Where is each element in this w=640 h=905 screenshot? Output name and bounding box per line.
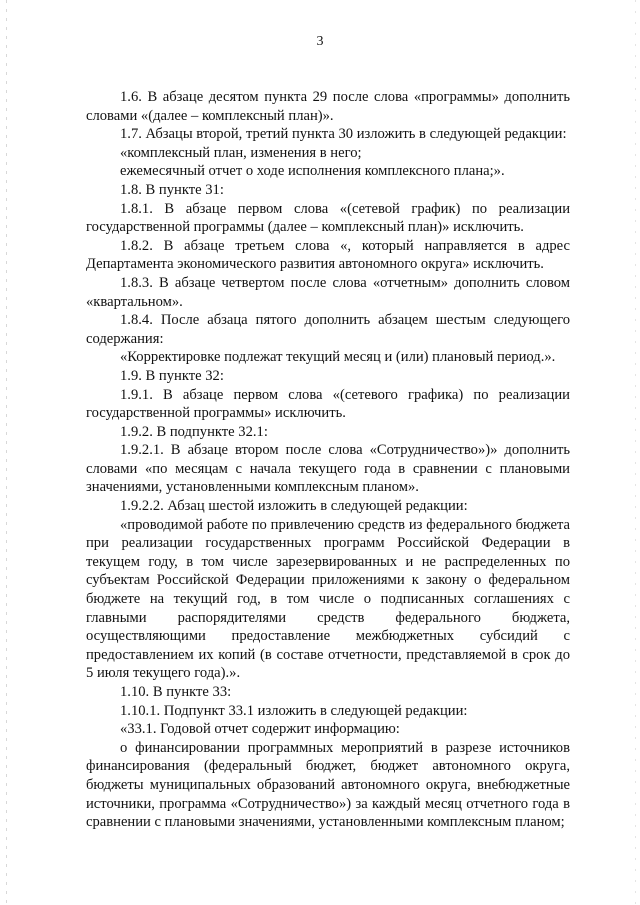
paragraph-quote-report: ежемесячный отчет о ходе исполнения комплексного плана;». (120, 163, 505, 180)
paragraph-1-8: 1.8. В пункте 31: (120, 181, 224, 198)
paragraph-1-8-1: 1.8.1. В абзаце первом слова «(сетевой график) по реализации государственной программы (далее – комплексный план)» исключить. (86, 200, 570, 236)
paragraph-1-8-4: 1.8.4. После абзаца пятого дополнить абзацем шестым следующего содержания: (86, 312, 570, 347)
paragraph-1-9: 1.9. В пункте 32: (120, 367, 224, 384)
paragraph-quote-33-1: «33.1. Годовой отчет содержит информацию: (120, 721, 400, 738)
page-number: 3 (316, 34, 324, 49)
paragraph-1-10-1: 1.10.1. Подпункт 33.1 изложить в следующей редакции: (120, 702, 468, 719)
paragraph-1-10: 1.10. В пункте 33: (120, 684, 232, 700)
document-body (86, 88, 570, 832)
paragraph-quote-federal-funds: «проводимой работе по привлечению средств из федерального бюджета при реализации государственных программ Российской Федерации в текущем году, в том числе зарезервированных и не распределенных по субъектам Российской Федерации приложениями к закону о федеральном бюджете на текущий год, в том числе о подписанных соглашениях с главными распорядителями средств федерального бюджета, осуществляющими предоставление межбюджетных субсидий с предоставлением их копий (в составе отчетности, представляемой в срок до 5 июля текущего года).». (86, 516, 570, 682)
scan-edge-right (635, 0, 636, 905)
paragraph-financing: о финансировании программных мероприятий в разрезе источников финансирования (федеральный бюджет, бюджет автономного округа, бюджеты муниципальных образований автономного округа, внебюджетные источники, программа «Сотрудничество») за каждый месяц отчетного года в сравнении с плановыми значениями, установленными комплексным планом; (86, 739, 570, 831)
paragraph-1-7: 1.7. Абзацы второй, третий пункта 30 изложить в следующей редакции: (120, 126, 567, 143)
paragraph-1-9-2-1: 1.9.2.1. В абзаце втором после слова «Сотрудничество»)» дополнить словами «по месяцам с начала текущего года в сравнении с плановыми значениями, установленными комплексным планом». (86, 442, 570, 496)
paragraph-1-9-2-2: 1.9.2.2. Абзац шестой изложить в следующей редакции: (120, 498, 468, 515)
paragraph-quote-plan: «комплексный план, изменения в него; (120, 144, 362, 161)
scan-edge-left (6, 0, 7, 905)
paragraph-1-6: 1.6. В абзаце десятом пункта 29 после слова «программы» дополнить словами «(далее – комплексный план)». (86, 89, 570, 124)
paragraph-1-8-2: 1.8.2. В абзаце третьем слова «, который направляется в адрес Департамента экономического развития автономного округа» исключить. (86, 237, 570, 273)
paragraph-1-9-2: 1.9.2. В подпункте 32.1: (120, 423, 268, 440)
paragraph-1-9-1: 1.9.1. В абзаце первом слова «(сетевого графика) по реализации государственной программы» исключить. (86, 386, 570, 422)
paragraph-quote-correction: «Корректировке подлежат текущий месяц и (или) плановый период.». (120, 349, 556, 366)
paragraph-1-8-3: 1.8.3. В абзаце четвертом после слова «отчетным» дополнить словом «квартальном». (86, 274, 570, 310)
